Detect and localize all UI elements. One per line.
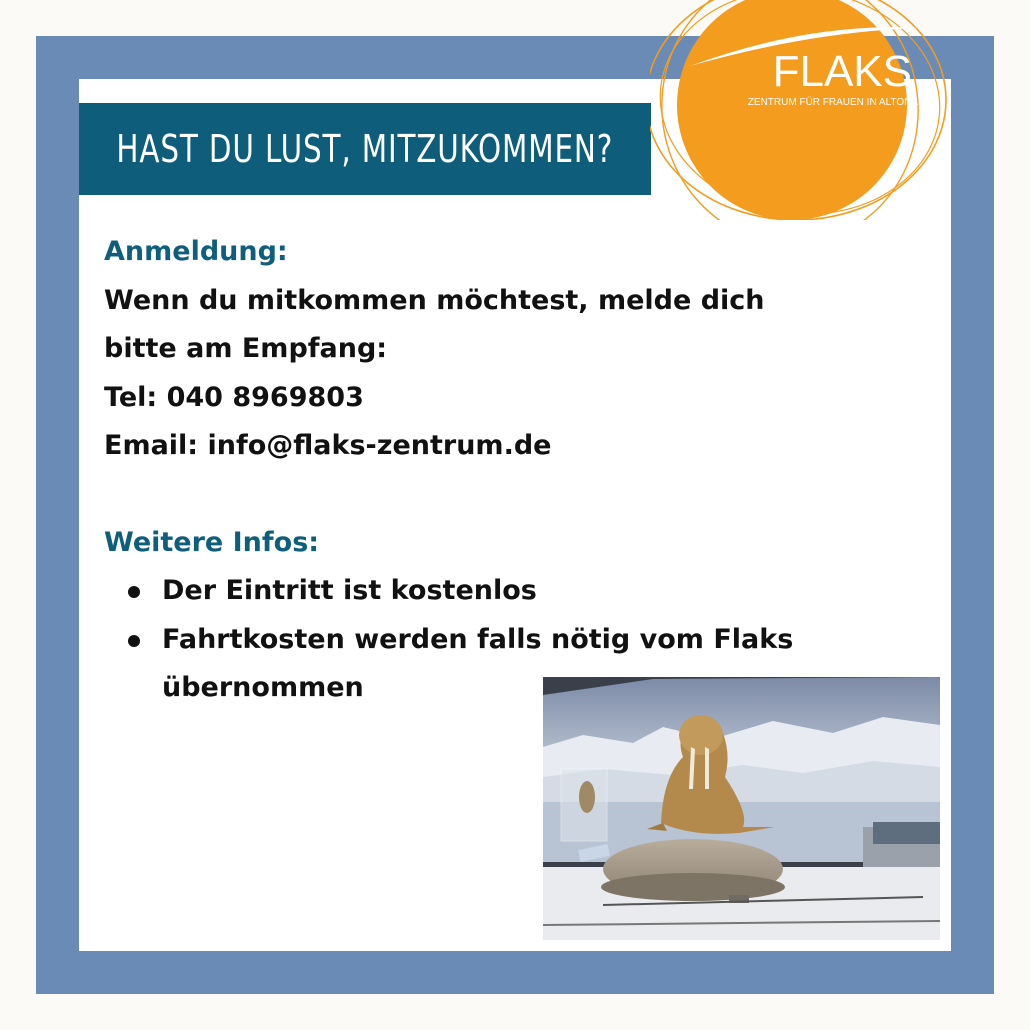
content	[104, 228, 904, 713]
page-title: HAST DU LUST, MITZUKOMMEN?	[116, 127, 614, 171]
registration-line: bitte am Empfang:	[104, 333, 388, 364]
walrus-exhibit-image	[543, 677, 940, 940]
logo-tagline: ZENTRUM FÜR FRAUEN IN ALTONA	[747, 97, 918, 108]
registration-line: Wenn du mitkommen möchtest, melde dich	[104, 284, 765, 316]
email-text: Email: info@flaks-zentrum.de	[104, 430, 552, 461]
title-banner	[79, 103, 651, 195]
bullet-icon	[128, 635, 140, 647]
info-heading: Weitere Infos:	[104, 526, 320, 558]
list-item-text: Fahrtkosten werden falls nötig vom Flaks übernommen	[162, 623, 794, 703]
bullet-icon	[128, 586, 140, 598]
list-item	[104, 567, 904, 616]
flaks-logo	[650, 0, 970, 220]
phone-text: Tel: 040 8969803	[104, 381, 364, 413]
list-item-text: Der Eintritt ist kostenlos	[162, 575, 537, 606]
logo-name: FLAKS	[772, 47, 912, 96]
registration-heading: Anmeldung:	[104, 236, 288, 267]
